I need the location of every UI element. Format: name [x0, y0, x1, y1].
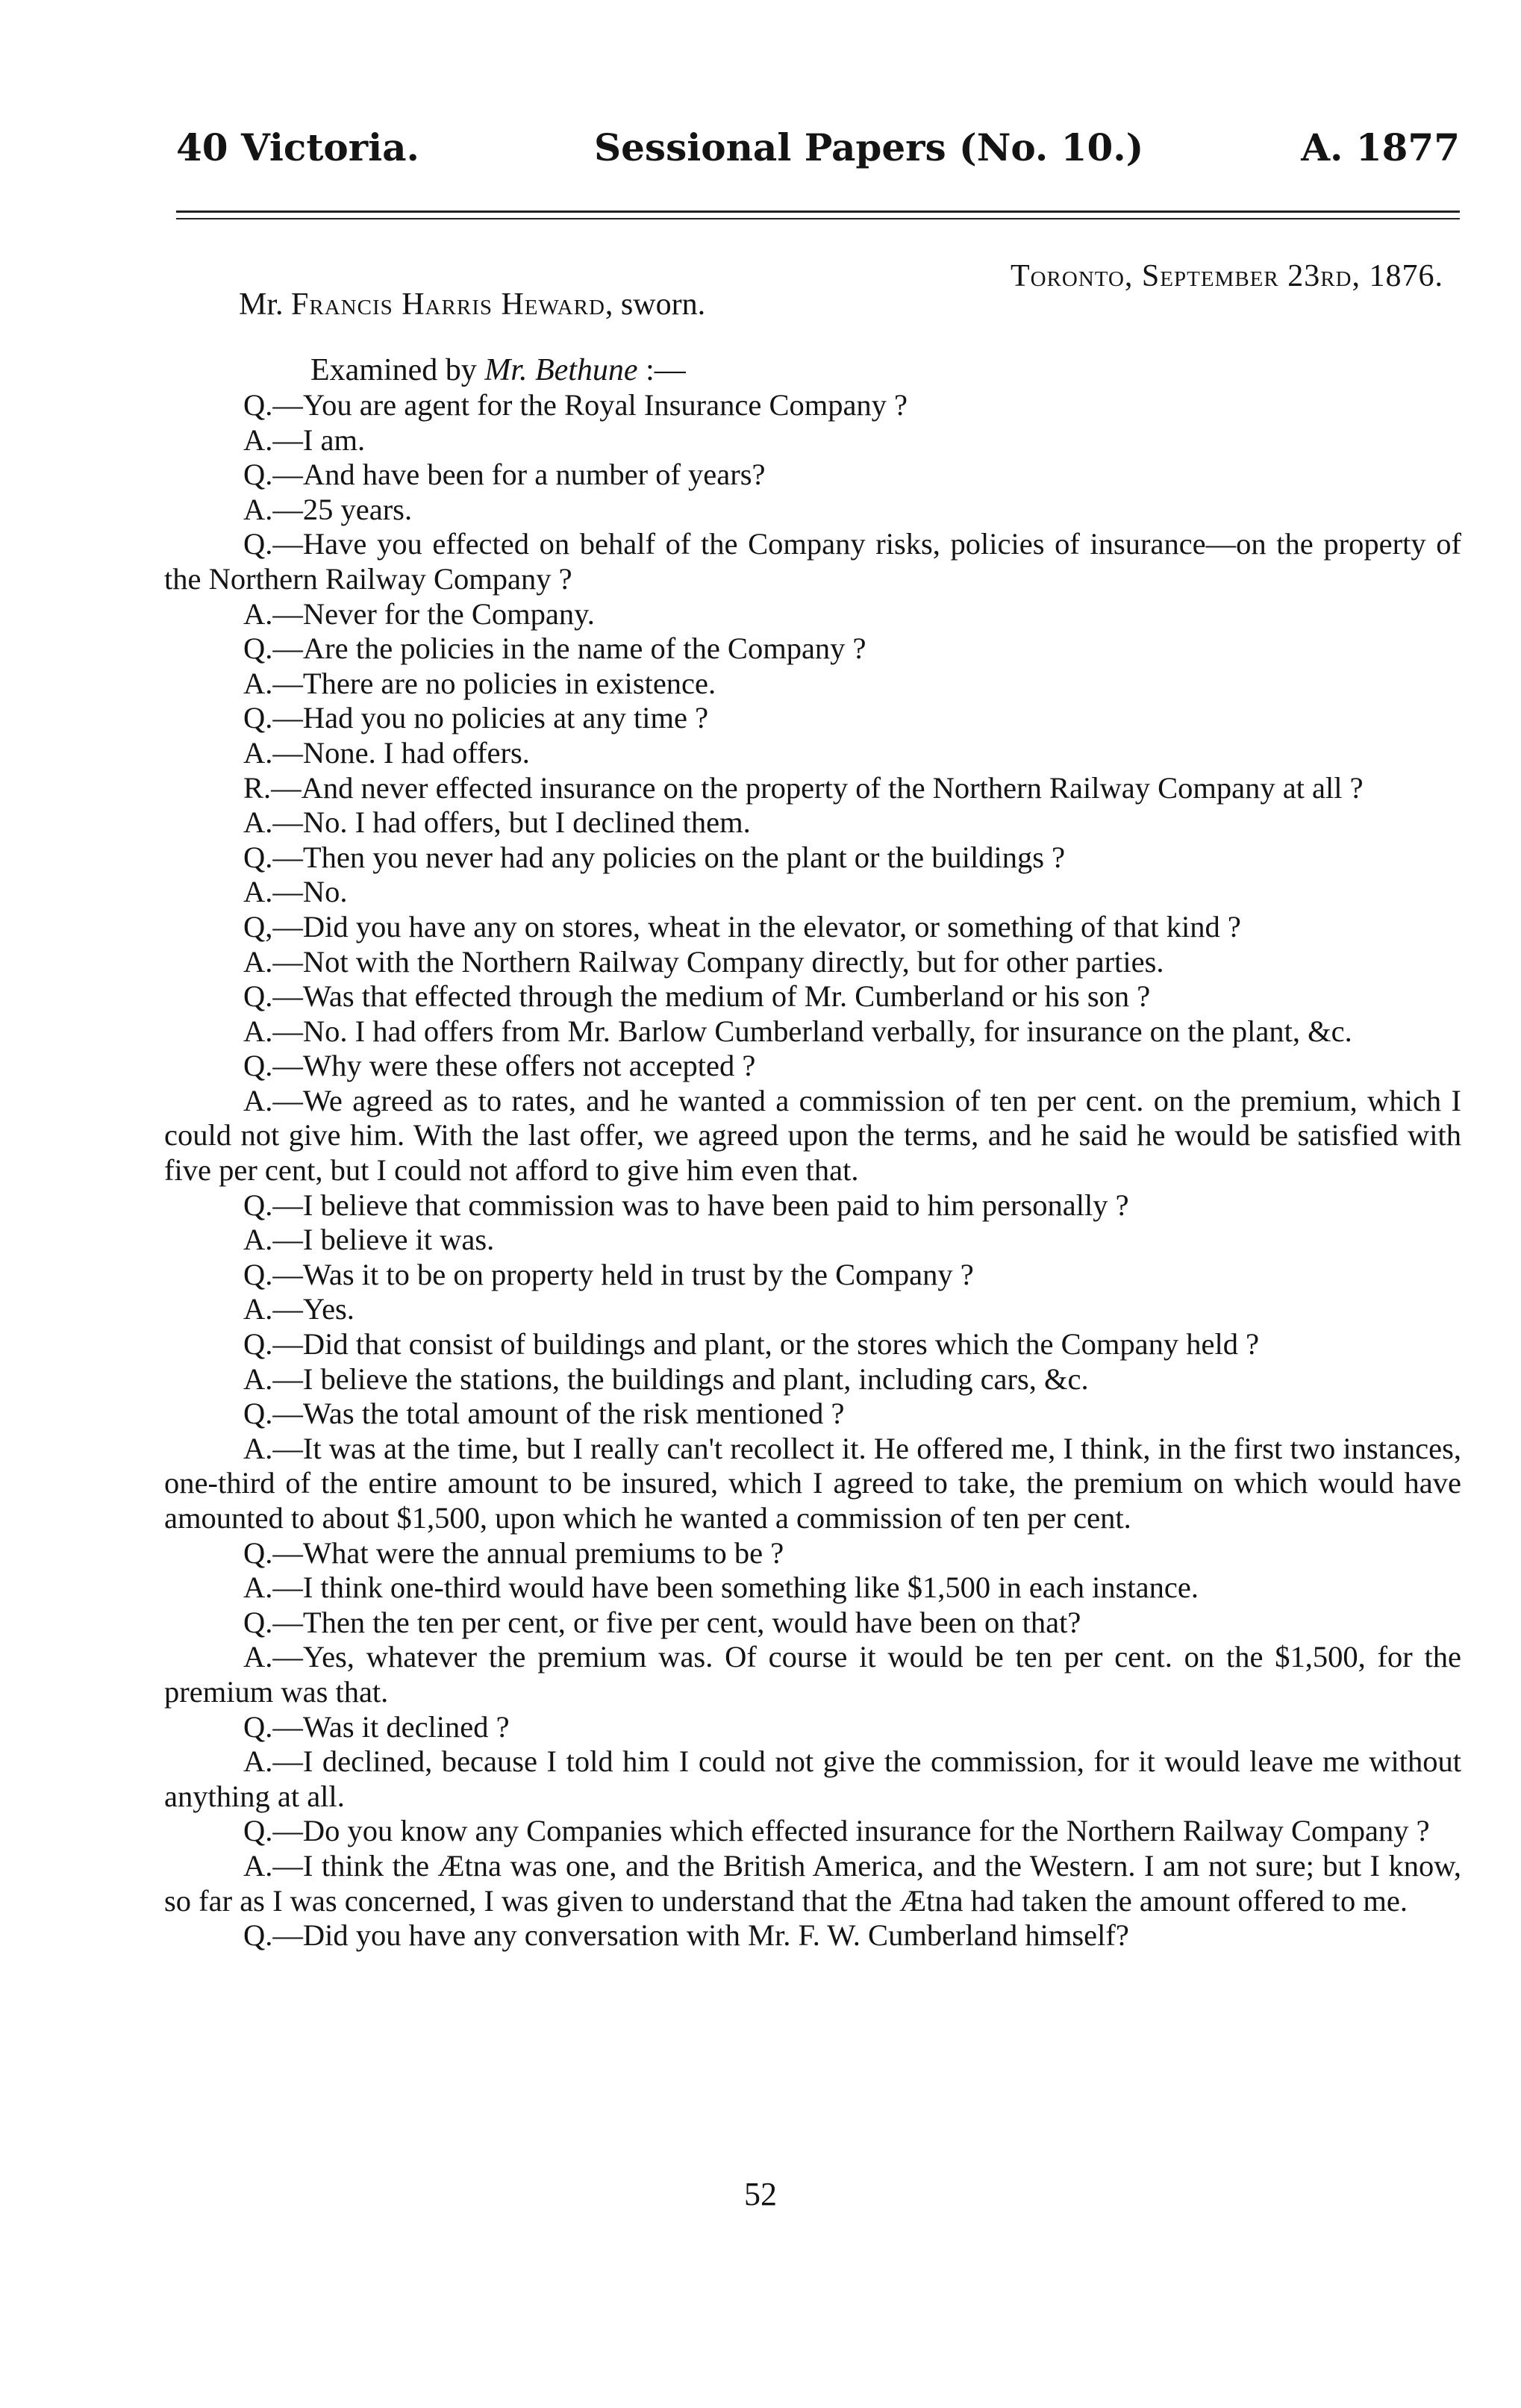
session-label: 40 Victoria.	[176, 125, 419, 169]
testimony-paragraph: A.—I believe it was.	[243, 1223, 495, 1257]
testimony-paragraph: A.—I declined, because I told him I could not give the commission, for it would leave me without anything at all.	[164, 1744, 1461, 1813]
testimony-paragraph: A.—I think one-third would have been something like $1,500 in each instance.	[243, 1570, 1199, 1605]
testimony-paragraph: Q.—Do you know any Companies which effected insurance for the Northern Railway Company ?	[243, 1814, 1430, 1848]
testimony-paragraph: Q.—Then you never had any policies on the plant or the buildings ?	[243, 840, 1066, 874]
testimony-paragraph: A.—I believe the stations, the buildings and plant, including cars, &c.	[243, 1361, 1089, 1396]
testimony-paragraph: A.—We agreed as to rates, and he wanted a commission of ten per cent. on the premium, which I could not give him. With the last offer, we agreed upon the terms, and he said he would be satisfied with five per cent, but I could not afford to give him even that.	[164, 1083, 1461, 1188]
testimony-paragraph: A.—There are no policies in existence.	[243, 666, 716, 700]
testimony-paragraph: A.—No. I had offers from Mr. Barlow Cumberland verbally, for insurance on the plant, &c.	[243, 1014, 1352, 1048]
testimony-paragraph: A.—Yes.	[243, 1292, 355, 1326]
testimony-paragraph: Q.—Was the total amount of the risk mentioned ?	[243, 1397, 845, 1431]
header-rule	[176, 210, 1460, 213]
testimony-paragraph: Q.—What were the annual premiums to be ?	[243, 1535, 784, 1570]
dateline: Toronto, September 23rd, 1876.	[1010, 259, 1443, 293]
testimony-paragraph: Q.—Was it to be on property held in trust by the Company ?	[243, 1257, 974, 1291]
testimony-paragraph: A.—None. I had offers.	[243, 735, 530, 770]
witness-name: Francis Harris Heward	[291, 287, 605, 322]
testimony-paragraph: A.—I think the Ætna was one, and the British America, and the Western. I am not sure; but I know, so far as I was concerned, I was given to understand that the Ætna had taken the amount offered to me.	[164, 1848, 1461, 1918]
testimony-paragraph: A.—Never for the Company.	[243, 596, 595, 631]
testimony-paragraph: Q.—Had you no policies at any time ?	[243, 701, 709, 735]
testimony-paragraph: Q.—I believe that commission was to have been paid to him personally ?	[243, 1188, 1129, 1222]
document-title: Sessional Papers (No. 10.)	[594, 125, 1144, 169]
testimony-paragraph: A.—Not with the Northern Railway Company directly, but for other parties.	[243, 944, 1164, 979]
examined-line	[310, 348, 686, 393]
testimony-paragraph: Q.—Was that effected through the medium of Mr. Cumberland or his son ?	[243, 979, 1151, 1014]
witness-prefix: Mr.	[239, 287, 284, 322]
examined-suffix: :—	[637, 353, 686, 387]
testimony-body	[164, 388, 1461, 1953]
testimony-paragraph: Q.—Have you effected on behalf of the Company risks, policies of insurance—on the property of the Northern Railway Company ?	[164, 527, 1461, 596]
header-rule-secondary	[176, 218, 1460, 219]
examined-label: Examined by	[310, 353, 477, 387]
testimony-paragraph: A.—It was at the time, but I really can't recollect it. He offered me, I think, in the first two instances, one-third of the entire amount to be insured, which I agreed to take, the premium on which would have amounted to about $1,500, upon which he wanted a commission of ten per cent.	[164, 1431, 1461, 1535]
page-header	[176, 118, 1460, 178]
testimony-paragraph: A.—25 years.	[243, 492, 413, 526]
testimony-paragraph: Q.—And have been for a number of years?	[243, 458, 766, 492]
testimony-paragraph: A.—Yes, whatever the premium was. Of course it would be ten per cent. on the $1,500, for the premium was that.	[164, 1640, 1461, 1709]
testimony-paragraph: Q.—Then the ten per cent, or five per cent, would have been on that?	[243, 1605, 1081, 1639]
testimony-paragraph: A.—I am.	[243, 422, 366, 457]
page-number: 52	[744, 2176, 777, 2212]
examiner-name: Mr. Bethune	[484, 353, 638, 387]
witness-line	[239, 282, 705, 327]
testimony-paragraph: Q.—Was it declined ?	[243, 1709, 510, 1744]
testimony-paragraph: Q,—Did you have any on stores, wheat in the elevator, or something of that kind ?	[243, 909, 1241, 943]
witness-suffix: , sworn.	[605, 287, 706, 322]
testimony-paragraph: A.—No.	[243, 875, 348, 909]
testimony-paragraph: Q.—Did you have any conversation with Mr. F. W. Cumberland himself?	[243, 1918, 1129, 1953]
testimony-paragraph: A.—No. I had offers, but I declined them.	[243, 805, 751, 840]
testimony-paragraph: Q.—Did that consist of buildings and plant, or the stores which the Company held ?	[243, 1327, 1260, 1361]
testimony-paragraph: Q.—Are the policies in the name of the Company ?	[243, 631, 866, 666]
document-code: A. 1877	[1301, 125, 1460, 169]
testimony-paragraph: R.—And never effected insurance on the property of the Northern Railway Company at all ?	[243, 770, 1364, 805]
testimony-paragraph: Q.—You are agent for the Royal Insurance Company ?	[243, 388, 908, 422]
testimony-paragraph: Q.—Why were these offers not accepted ?	[243, 1049, 756, 1083]
